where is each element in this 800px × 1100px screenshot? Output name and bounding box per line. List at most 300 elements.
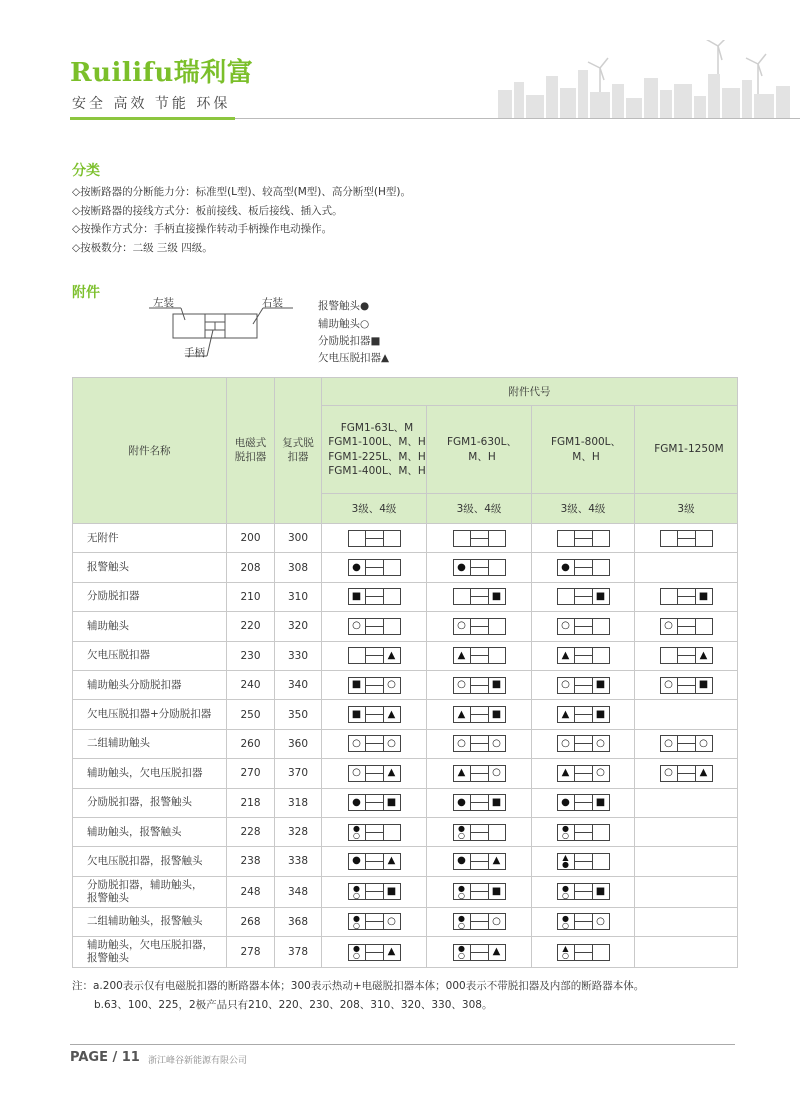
accessory-name: 分励脱扣器，报警触头 <box>73 788 227 817</box>
accessory-symbol-cell <box>635 524 738 553</box>
handle-segment <box>574 648 593 663</box>
accessory-symbol-cell <box>427 907 532 936</box>
compound-code: 340 <box>275 670 322 699</box>
handle-segment <box>574 531 593 546</box>
compound-code: 318 <box>275 788 322 817</box>
symbol-segment: ○ <box>492 737 501 749</box>
symbol-segment: ● ○ <box>458 944 465 961</box>
handle-segment <box>470 707 489 722</box>
breaker-symbol <box>453 765 506 782</box>
handle-segment <box>365 825 384 840</box>
symbol-segment: ■ <box>351 708 362 720</box>
handle-segment <box>470 678 489 693</box>
accessory-symbol-cell <box>635 876 738 907</box>
breaker-symbol <box>660 677 713 694</box>
accessory-symbol-cell <box>322 817 427 846</box>
accessory-symbol-cell <box>322 876 427 907</box>
classification-item: ◇按断路器的接线方式分：板前接线、板后接线、插入式。 <box>72 205 343 217</box>
symbol-segment: ▲ <box>561 708 570 720</box>
handle-segment <box>677 736 696 751</box>
symbol-segment: ▲ <box>387 649 396 661</box>
breaker-symbol <box>348 853 401 870</box>
handle-segment <box>470 648 489 663</box>
handle-segment <box>470 589 489 604</box>
symbol-segment: ■ <box>595 708 606 720</box>
breaker-symbol <box>557 588 610 605</box>
breaker-symbol <box>348 944 401 961</box>
city-skyline-illustration <box>490 40 800 118</box>
breaker-symbol <box>557 530 610 547</box>
accessory-symbol-cell <box>635 700 738 729</box>
symbol-segment: ○ <box>664 737 673 749</box>
legend-undervoltage-release: 欠电压脱扣器▲ <box>318 352 390 364</box>
accessory-symbol-cell <box>427 641 532 670</box>
symbol-segment: ○ <box>596 737 605 749</box>
symbol-segment <box>384 619 400 634</box>
symbol-segment: ● ○ <box>353 944 360 961</box>
breaker-symbol <box>453 618 506 635</box>
breaker-symbol <box>453 588 506 605</box>
symbol-segment: ▲ ○ <box>562 944 569 961</box>
accessory-name: 二组辅助触头 <box>73 729 227 758</box>
accessory-symbol-cell <box>427 700 532 729</box>
symbol-segment: ■ <box>351 590 362 602</box>
symbol-segment: ■ <box>491 885 502 897</box>
symbol-segment <box>696 531 712 546</box>
legend-auxiliary-contact: 辅助触头○ <box>318 318 370 330</box>
poles-header: 3级、4级 <box>322 494 427 524</box>
accessory-name: 辅助触头，报警触头 <box>73 817 227 846</box>
col-header-electromagnetic <box>227 378 275 524</box>
accessory-symbol-cell <box>322 759 427 788</box>
breaker-symbol <box>453 559 506 576</box>
symbol-segment: ▲ <box>457 767 466 779</box>
symbol-segment: ■ <box>351 679 362 691</box>
breaker-symbol <box>660 735 713 752</box>
table-row <box>73 582 738 611</box>
symbol-segment: ○ <box>561 679 570 691</box>
table-row <box>73 553 738 582</box>
col-header-name: 附件名称 <box>73 378 227 524</box>
symbol-segment <box>661 531 677 546</box>
symbol-segment: ● <box>457 796 466 808</box>
accessory-symbol-cell <box>532 612 635 641</box>
table-row <box>73 759 738 788</box>
accessory-name: 辅助触头，欠电压脱扣器， 报警触头 <box>73 937 227 968</box>
handle-segment <box>365 854 384 869</box>
accessory-symbol-cell <box>532 729 635 758</box>
symbol-segment: ▲ <box>561 767 570 779</box>
handle-segment <box>574 884 593 899</box>
handle-segment <box>365 531 384 546</box>
breaker-symbol <box>557 944 610 961</box>
symbol-segment: ▲ <box>561 649 570 661</box>
breaker-symbol <box>348 735 401 752</box>
accessory-symbol-cell <box>322 524 427 553</box>
handle-segment <box>677 619 696 634</box>
accessory-symbol-cell <box>322 612 427 641</box>
compound-code: 370 <box>275 759 322 788</box>
symbol-segment: ▲ <box>387 855 396 867</box>
symbol-segment: ▲ <box>457 649 466 661</box>
table-row <box>73 817 738 846</box>
accessory-symbol-cell <box>635 670 738 699</box>
symbol-segment <box>349 648 365 663</box>
handle-segment <box>365 736 384 751</box>
symbol-segment <box>384 589 400 604</box>
symbol-segment: ● <box>457 855 466 867</box>
handle-segment <box>365 589 384 604</box>
symbol-segment: ● ○ <box>458 824 465 841</box>
accessory-symbol-cell <box>322 670 427 699</box>
symbol-segment <box>593 531 609 546</box>
electromagnetic-code: 208 <box>227 553 275 582</box>
compound-code: 330 <box>275 641 322 670</box>
compound-code: 368 <box>275 907 322 936</box>
accessory-name: 分励脱扣器，辅助触头， 报警触头 <box>73 876 227 907</box>
handle-label: 手柄 <box>184 347 205 359</box>
symbol-segment <box>384 531 400 546</box>
symbol-segment: ▲ <box>699 767 708 779</box>
handle-segment <box>365 707 384 722</box>
accessory-symbol-cell <box>635 641 738 670</box>
breaker-symbol <box>557 706 610 723</box>
electromagnetic-code: 200 <box>227 524 275 553</box>
breaker-symbol <box>453 677 506 694</box>
left-mount-label: 左装 <box>153 297 174 309</box>
accessory-name: 辅助触头，欠电压脱扣器 <box>73 759 227 788</box>
accessory-symbol-cell <box>427 670 532 699</box>
electromagnetic-code: 238 <box>227 847 275 876</box>
breaker-symbol <box>348 647 401 664</box>
accessory-symbol-cell <box>427 817 532 846</box>
symbol-segment <box>558 589 574 604</box>
accessory-symbol-cell <box>532 817 635 846</box>
breaker-symbol <box>453 647 506 664</box>
symbol-segment <box>489 648 505 663</box>
accessory-symbol-cell <box>427 582 532 611</box>
symbol-segment: ○ <box>457 737 466 749</box>
accessory-symbol-cell <box>427 729 532 758</box>
symbol-segment: ○ <box>561 620 570 632</box>
symbol-segment: ○ <box>664 620 673 632</box>
accessory-name: 二组辅助触头，报警触头 <box>73 907 227 936</box>
handle-segment <box>365 945 384 960</box>
handle-segment <box>470 531 489 546</box>
accessory-symbol-cell <box>322 700 427 729</box>
symbol-segment: ○ <box>664 679 673 691</box>
electromagnetic-code: 270 <box>227 759 275 788</box>
symbol-segment: ● <box>457 561 466 573</box>
symbol-segment: ○ <box>492 915 501 927</box>
handle-segment <box>470 854 489 869</box>
compound-code: 348 <box>275 876 322 907</box>
model-group-header: FGM1-63L、M FGM1-100L、M、H FGM1-225L、M、H FGM1-400L、M、H <box>322 406 427 494</box>
handle-segment <box>677 678 696 693</box>
breaker-symbol <box>453 706 506 723</box>
accessory-symbol-cell <box>322 582 427 611</box>
symbol-segment: ▲ <box>387 708 396 720</box>
breaker-symbol <box>453 853 506 870</box>
accessory-code-table <box>72 377 738 968</box>
accessory-symbol-cell <box>635 788 738 817</box>
poles-header: 3级 <box>635 494 738 524</box>
symbol-segment <box>593 945 609 960</box>
accessory-symbol-cell <box>532 759 635 788</box>
symbol-segment: ● ○ <box>458 883 465 900</box>
handle-segment <box>365 648 384 663</box>
handle-segment <box>470 825 489 840</box>
symbol-segment <box>593 560 609 575</box>
breaker-symbol <box>453 913 506 930</box>
handle-segment <box>574 945 593 960</box>
accessory-name: 欠电压脱扣器，报警触头 <box>73 847 227 876</box>
symbol-segment: ■ <box>595 885 606 897</box>
electromagnetic-code: 218 <box>227 788 275 817</box>
table-row <box>73 729 738 758</box>
handle-segment <box>574 736 593 751</box>
compound-code: 328 <box>275 817 322 846</box>
symbol-segment: ▲ <box>699 649 708 661</box>
breaker-symbol <box>557 853 610 870</box>
table-row <box>73 876 738 907</box>
breaker-symbol <box>453 794 506 811</box>
symbol-segment <box>384 825 400 840</box>
breaker-symbol <box>348 588 401 605</box>
symbol-segment: ■ <box>491 590 502 602</box>
accessory-symbol-cell <box>532 524 635 553</box>
accessory-symbol-cell <box>427 876 532 907</box>
symbol-segment: ■ <box>491 679 502 691</box>
handle-segment <box>574 589 593 604</box>
symbol-segment: ○ <box>457 620 466 632</box>
breaker-symbol <box>557 677 610 694</box>
breaker-symbol <box>348 706 401 723</box>
symbol-segment <box>593 825 609 840</box>
symbol-segment: ■ <box>491 708 502 720</box>
symbol-segment: ○ <box>387 737 396 749</box>
handle-segment <box>365 766 384 781</box>
classification-item: ◇按断路器的分断能力分：标准型(L型)、较高型(M型)、高分断型(H型)。 <box>72 186 411 198</box>
table-row <box>73 641 738 670</box>
breaker-symbol <box>453 824 506 841</box>
electromagnetic-code: 278 <box>227 937 275 968</box>
breaker-symbol <box>348 765 401 782</box>
handle-segment <box>470 884 489 899</box>
symbol-segment <box>454 589 470 604</box>
breaker-symbol <box>348 883 401 900</box>
symbol-segment: ○ <box>699 737 708 749</box>
breaker-symbol <box>557 647 610 664</box>
symbol-segment: ○ <box>492 767 501 779</box>
handle-segment <box>365 795 384 810</box>
symbol-segment: ○ <box>352 737 361 749</box>
accessory-symbol-cell <box>427 847 532 876</box>
symbol-segment <box>384 560 400 575</box>
accessory-symbol-cell <box>427 788 532 817</box>
compound-code: 310 <box>275 582 322 611</box>
symbol-segment: ▲ <box>457 708 466 720</box>
page-number: PAGE / 11 <box>70 1050 140 1065</box>
accessory-symbol-cell <box>635 937 738 968</box>
symbol-segment: ○ <box>352 767 361 779</box>
symbol-segment: ▲ <box>387 767 396 779</box>
accessory-symbol-cell <box>532 553 635 582</box>
accessory-symbol-cell <box>532 788 635 817</box>
classification-item: ◇按极数分：二级 三级 四级。 <box>72 242 213 254</box>
accessory-symbol-cell <box>532 847 635 876</box>
col-header-accessory-code: 附件代号 <box>322 378 738 406</box>
symbol-segment: ● ○ <box>562 913 569 930</box>
accessory-symbol-cell <box>635 582 738 611</box>
symbol-segment: ○ <box>387 915 396 927</box>
handle-segment <box>677 648 696 663</box>
breaker-symbol <box>557 794 610 811</box>
handle-segment <box>470 619 489 634</box>
handle-segment <box>470 945 489 960</box>
handle-segment <box>574 825 593 840</box>
brand-logo: Ruilifu瑞利富 <box>70 58 254 88</box>
symbol-segment: ○ <box>596 915 605 927</box>
accessory-symbol-cell <box>635 759 738 788</box>
breaker-symbol <box>453 944 506 961</box>
symbol-segment: ○ <box>387 679 396 691</box>
breaker-symbol <box>660 588 713 605</box>
breaker-symbol <box>660 618 713 635</box>
symbol-segment: ● ○ <box>353 883 360 900</box>
symbol-segment <box>593 648 609 663</box>
legend-alarm-contact: 报警触头● <box>318 300 370 312</box>
table-row <box>73 524 738 553</box>
breaker-symbol <box>348 530 401 547</box>
symbol-segment: ○ <box>596 767 605 779</box>
accessory-name: 欠电压脱扣器 <box>73 641 227 670</box>
breaker-symbol <box>453 735 506 752</box>
symbol-segment: ○ <box>352 620 361 632</box>
symbol-segment: ● ○ <box>562 883 569 900</box>
breaker-symbol <box>557 618 610 635</box>
accessory-symbol-cell <box>532 937 635 968</box>
accessory-symbol-cell <box>427 612 532 641</box>
col-header-electromagnetic-text: 电磁式脱扣器 <box>234 436 267 463</box>
compound-code: 308 <box>275 553 322 582</box>
handle-segment <box>470 795 489 810</box>
legend-shunt-release: 分励脱扣器■ <box>318 335 381 347</box>
symbol-segment: ■ <box>595 590 606 602</box>
symbol-segment <box>489 619 505 634</box>
handle-segment <box>365 884 384 899</box>
breaker-symbol <box>660 530 713 547</box>
note-a: 注：a.200表示仅有电磁脱扣器的断路器本体；300表示热动+电磁脱扣器本体；000表示不带脱扣器及内部的断路器本体。 <box>72 980 645 992</box>
symbol-segment: ■ <box>595 796 606 808</box>
accessory-symbol-cell <box>427 553 532 582</box>
accessory-symbol-cell <box>322 729 427 758</box>
symbol-segment: ○ <box>561 737 570 749</box>
symbol-segment <box>696 619 712 634</box>
breaker-symbol <box>348 618 401 635</box>
table-row <box>73 788 738 817</box>
accessory-symbol-cell <box>635 817 738 846</box>
symbol-segment: ● <box>352 796 361 808</box>
symbol-segment <box>558 531 574 546</box>
breaker-symbol <box>348 824 401 841</box>
symbol-segment: ● ○ <box>458 913 465 930</box>
poles-header: 3级、4级 <box>427 494 532 524</box>
accessory-name: 分励脱扣器 <box>73 582 227 611</box>
classification-item: ◇按操作方式分：手柄直接操作转动手柄操作电动操作。 <box>72 223 333 235</box>
handle-segment <box>470 736 489 751</box>
accessory-symbol-cell <box>322 553 427 582</box>
header-accent-rule <box>70 117 235 120</box>
compound-code: 338 <box>275 847 322 876</box>
symbol-segment: ● <box>561 561 570 573</box>
accessory-symbol-cell <box>635 729 738 758</box>
accessory-symbol-cell <box>427 937 532 968</box>
table-row <box>73 670 738 699</box>
accessory-symbol-cell <box>635 553 738 582</box>
symbol-segment <box>489 531 505 546</box>
symbol-segment <box>454 531 470 546</box>
accessory-symbol-cell <box>532 582 635 611</box>
accessory-symbol-cell <box>532 907 635 936</box>
electromagnetic-code: 248 <box>227 876 275 907</box>
symbol-segment: ■ <box>698 679 709 691</box>
accessory-name: 报警触头 <box>73 553 227 582</box>
accessory-symbol-cell <box>532 876 635 907</box>
accessory-name: 辅助触头分励脱扣器 <box>73 670 227 699</box>
handle-segment <box>470 766 489 781</box>
table-row <box>73 907 738 936</box>
electromagnetic-code: 268 <box>227 907 275 936</box>
electromagnetic-code: 228 <box>227 817 275 846</box>
handle-segment <box>365 560 384 575</box>
accessory-symbol-cell <box>635 612 738 641</box>
symbol-segment: ▲ ● <box>562 853 569 870</box>
accessory-symbol-cell <box>532 700 635 729</box>
electromagnetic-code: 240 <box>227 670 275 699</box>
electromagnetic-code: 230 <box>227 641 275 670</box>
symbol-segment <box>593 854 609 869</box>
breaker-symbol <box>348 677 401 694</box>
accessory-symbol-cell <box>635 907 738 936</box>
symbol-segment: ■ <box>595 679 606 691</box>
symbol-segment: ● ○ <box>562 824 569 841</box>
breaker-symbol <box>557 913 610 930</box>
symbol-segment: ● <box>352 561 361 573</box>
handle-segment <box>574 854 593 869</box>
handle-segment <box>574 914 593 929</box>
accessory-symbol-cell <box>322 847 427 876</box>
symbol-segment: ■ <box>386 796 397 808</box>
symbol-segment: ■ <box>491 796 502 808</box>
handle-segment <box>470 914 489 929</box>
handle-segment <box>574 766 593 781</box>
table-row <box>73 612 738 641</box>
handle-segment <box>574 795 593 810</box>
breaker-symbol <box>557 735 610 752</box>
handle-segment <box>365 619 384 634</box>
compound-code: 360 <box>275 729 322 758</box>
classification-title: 分类 <box>72 163 100 179</box>
breaker-symbol <box>557 559 610 576</box>
poles-header: 3级、4级 <box>532 494 635 524</box>
symbol-segment <box>593 619 609 634</box>
symbol-segment: ● ○ <box>353 824 360 841</box>
accessory-name: 欠电压脱扣器+分励脱扣器 <box>73 700 227 729</box>
electromagnetic-code: 220 <box>227 612 275 641</box>
slogan: 安全 高效 节能 环保 <box>72 96 231 112</box>
right-mount-label: 右装 <box>262 297 283 309</box>
